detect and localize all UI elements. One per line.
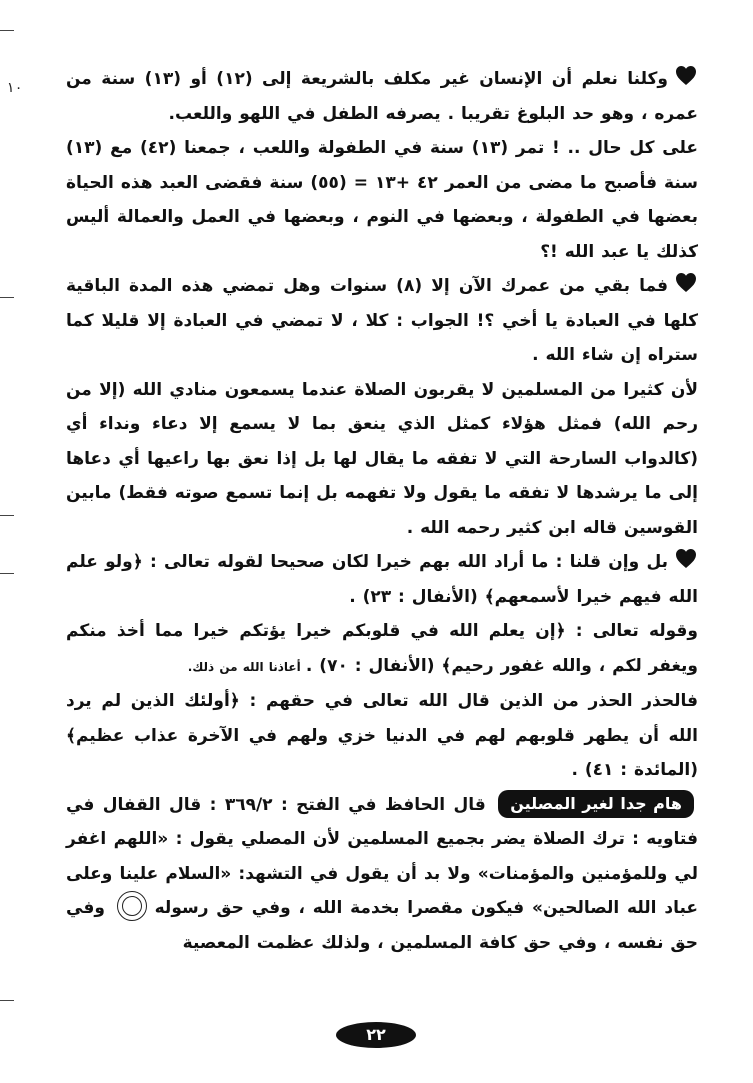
- heart-icon: [674, 547, 698, 571]
- paragraph-text: فالحذر الحذر من الذين قال الله تعالى في حقهم : ﴿أولئك الذين لم يرد الله أن يطهر قلوبهم لهم في الدنيا خزي ولهم في الآخرة عذاب عظيم﴾ (المائدة : ٤١) .: [66, 691, 698, 780]
- paragraph-text: قال الحافظ في الفتح : ٣٦٩/٢ : قال القفال في فتاويه : ترك الصلاة يضر بجميع المسلمين لأن المصلي يقول : «اللهم اغفر لي وللمؤمنين والمؤمنات» ولا بد أن يقول في التشهد: «السلام علينا وعلى عباد الله الصالحين» فيكون مقصرا بخدمة الله ، وفي حق رسوله: [66, 794, 699, 918]
- paragraph-text: بل وإن قلنا : ما أراد الله بهم خيرا لكان صحيحا لقوله تعالى : ﴿ولو علم الله فيهم خيرا لأسمعهم﴾ (الأنفال : ٢٣) .: [66, 552, 698, 607]
- paragraph-list: [66, 62, 698, 788]
- page-body: [66, 62, 698, 960]
- margin-tick: [0, 1000, 14, 1001]
- margin-mark: ١٠: [6, 80, 23, 96]
- paragraph: [66, 614, 698, 684]
- margin-tick: [0, 573, 14, 574]
- paragraph: [66, 131, 698, 269]
- paragraph: [66, 373, 698, 546]
- heart-icon: [674, 64, 698, 88]
- margin-tick: [0, 30, 14, 31]
- paragraph: [66, 684, 698, 788]
- paragraph: [66, 62, 698, 131]
- paragraph: [66, 269, 698, 373]
- paragraph-text-continued: وفي حق نفسه ، وفي حق كافة المسلمين ، ولذلك عظمت المعصية: [66, 898, 698, 953]
- paragraph-important: [66, 788, 698, 961]
- margin-tick: [0, 515, 14, 516]
- prophet-seal-icon: [117, 891, 147, 921]
- paragraph-text: وكلنا نعلم أن الإنسان غير مكلف بالشريعة إلى (١٢) أو (١٣) سنة من عمره ، وهو حد البلوغ تقريبا . يصرفه الطفل في اللهو واللعب.: [66, 69, 698, 124]
- heart-icon: [674, 271, 698, 295]
- page-number: ٢٢: [336, 1022, 416, 1048]
- important-badge: هام جدا لغير المصلين: [498, 790, 694, 818]
- paragraph: [66, 545, 698, 614]
- paragraph-text: على كل حال .. ! تمر (١٣) سنة في الطفولة واللعب ، جمعنا (٤٢) مع (١٣) سنة فأصبح ما مضى من العمر ٤٢ +١٣ = (٥٥) سنة فقضى العبد هذه الحياة بعضها في الطفولة ، وبعضها في النوم ، وبعضها في العمل والعمالة أليس كذلك يا عبد الله !؟: [66, 138, 698, 262]
- margin-tick: [0, 297, 14, 298]
- paragraph-text: وقوله تعالى : ﴿إن يعلم الله في قلوبكم خيرا يؤتكم خيرا مما أخذ منكم ويغفر لكم ، والله غفور رحيم﴾ (الأنفال : ٧٠) .: [66, 621, 698, 676]
- paragraph-text: فما بقي من عمرك الآن إلا (٨) سنوات وهل تمضي هذه المدة الباقية كلها في العبادة يا أخي ؟! الجواب : كلا ، لا تمضي في العبادة إلا قليلا كما ستراه إن شاء الله .: [66, 276, 698, 365]
- paragraph-note: أعاذنا الله من ذلك.: [187, 659, 306, 674]
- paragraph-text: لأن كثيرا من المسلمين لا يقربون الصلاة عندما يسمعون منادي الله (إلا من رحم الله) فمثل هؤلاء كمثل الذي ينعق بما لا يسمع إلا دعاء ونداء أي (كالدواب السارحة التي لا تفقه ما يقال لها بل إذا نعق بها راعيها أي دعاها إلى ما يرشدها لا تفقه ما يقول ولا تفهمه بل إنما تسمع صوته فقط) مابين القوسين قاله ابن كثير رحمه الله .: [66, 379, 698, 538]
